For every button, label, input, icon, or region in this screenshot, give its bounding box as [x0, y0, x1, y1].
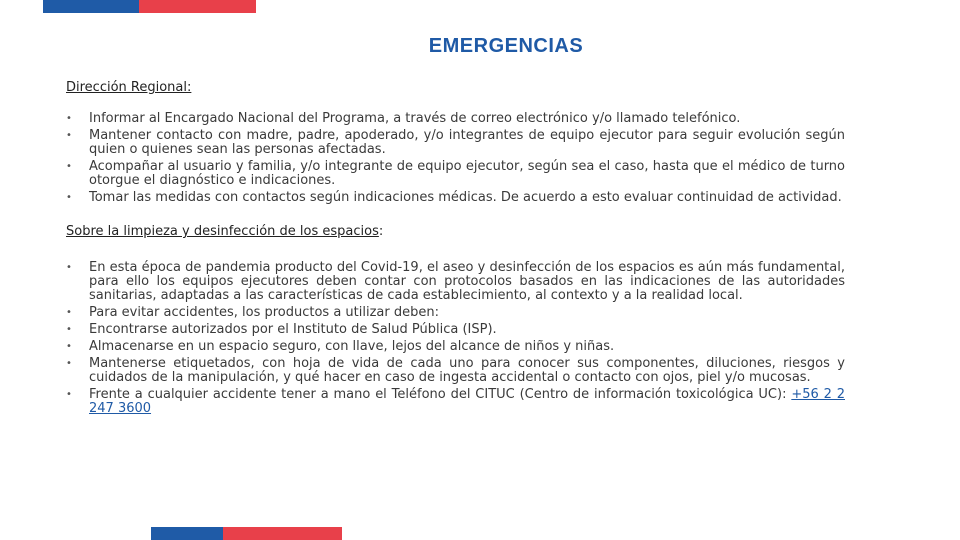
- list-item: • En esta época de pandemia producto del Covid-19, el aseo y desinfección de los espacios es aún más fundamental, para ello los equipos ejecutores deben contar con protocolos basados en las indicaciones de las autoridades sanitarias, adaptadas a las características de cada establecimiento, al contexto y a la realidad local.: [66, 260, 845, 303]
- top-accent-bar-red: [139, 0, 256, 13]
- bullet-icon: •: [66, 341, 72, 352]
- list-item: • Para evitar accidentes, los productos a utilizar deben:: [66, 305, 439, 320]
- list-item: • Frente a cualquier accidente tener a mano el Teléfono del CITUC (Centro de información toxicológica UC): +56 2 2 247 3600: [66, 387, 845, 416]
- bullet-icon: •: [66, 161, 72, 172]
- section-heading: Dirección Regional:: [66, 80, 192, 95]
- citcu-phone-link[interactable]: +56 2 2 247 3600: [89, 387, 845, 416]
- bullet-icon: •: [66, 192, 72, 203]
- list-item: • Acompañar al usuario y familia, y/o integrante de equipo ejecutor, según sea el caso, hasta que el médico de turno otorgue el diagnóstico e indicaciones.: [66, 159, 845, 188]
- list-item: • Encontrarse autorizados por el Instituto de Salud Pública (ISP).: [66, 322, 497, 337]
- bullet-icon: •: [66, 130, 72, 141]
- bullet-list: [66, 261, 845, 416]
- list-item: • Mantenerse etiquetados, con hoja de vida de cada uno para conocer sus componentes, diluciones, riesgos y cuidados de la manipulación, y qué hacer en caso de ingesta accidental o contacto con ojos, piel y/o mucosas.: [66, 356, 845, 385]
- list-item: • Almacenarse en un espacio seguro, con llave, lejos del alcance de niños y niñas.: [66, 339, 615, 354]
- content: [66, 80, 845, 419]
- bullet-icon: •: [66, 113, 72, 124]
- page-title: EMERGENCIAS: [428, 35, 584, 57]
- bullet-icon: •: [66, 262, 72, 273]
- bullet-icon: •: [66, 389, 72, 400]
- section-limpieza: [66, 224, 845, 416]
- section-heading: Sobre la limpieza y desinfección de los espacios:: [66, 224, 384, 239]
- list-item: • Informar al Encargado Nacional del Programa, a través de correo electrónico y/o llamado telefónico.: [66, 111, 741, 126]
- section-direccion-regional: [66, 80, 845, 205]
- list-item: • Tomar las medidas con contactos según indicaciones médicas. De acuerdo a esto evaluar continuidad de actividad.: [66, 190, 842, 205]
- bullet-icon: •: [66, 324, 72, 335]
- bullet-icon: •: [66, 358, 72, 369]
- bottom-accent-bar-red: [223, 527, 342, 540]
- bullet-list: [66, 112, 845, 205]
- list-item: • Mantener contacto con madre, padre, apoderado, y/o integrantes de equipo ejecutor para seguir evolución según quien o quienes sean las personas afectadas.: [66, 128, 845, 157]
- top-accent-bar-blue: [43, 0, 139, 13]
- bullet-icon: •: [66, 307, 72, 318]
- bottom-accent-bar-blue: [151, 527, 223, 540]
